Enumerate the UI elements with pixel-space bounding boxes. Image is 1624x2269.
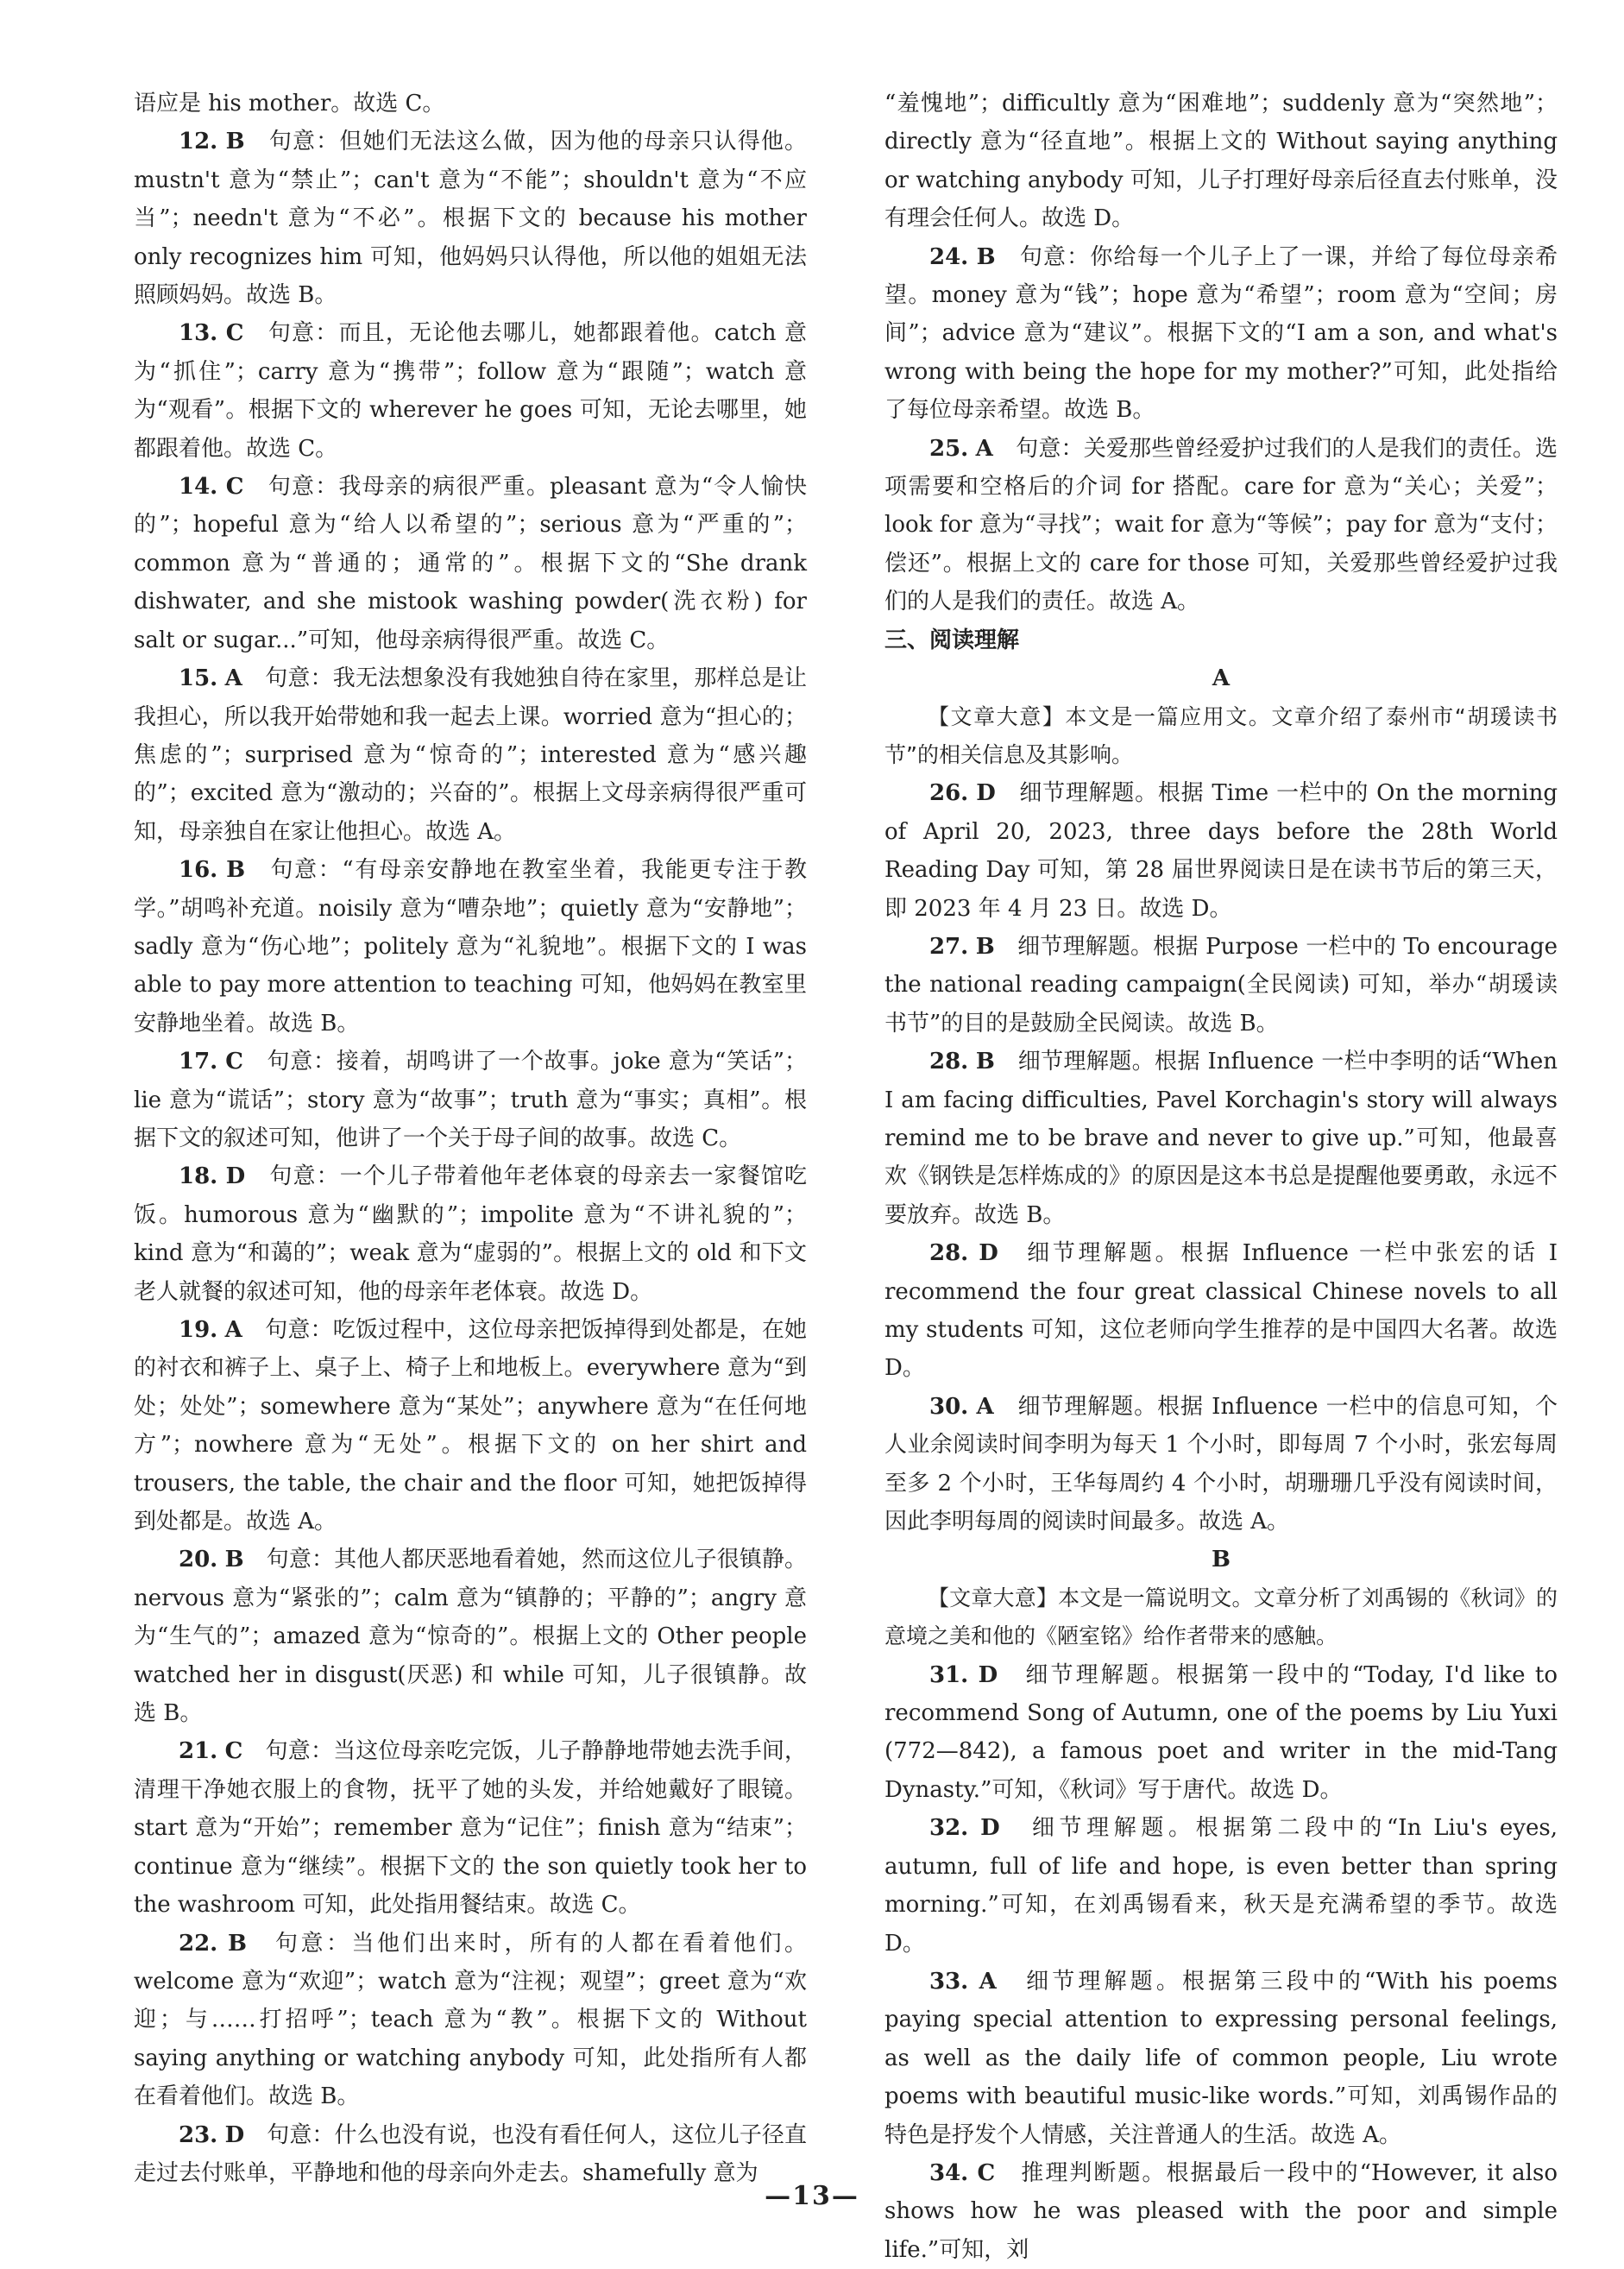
answer-22: 22. B 句意：当他们出来时，所有的人都在看着他们。welcome 意为“欢迎”；watch 意为“注视；观望”；greet 意为“欢迎；与……打招呼”；teach 意为“教”。根据下文的 Without saying anything or watching anybody 可知，此处指所有人都在看着他们。故选 B。 — [134, 1930, 807, 2110]
answer-23: 23. D 句意：什么也没有说，也没有看任何人，这位儿子径直走过去付账单，平静地和他的母亲向外走去。shamefully 意为 — [134, 2121, 807, 2186]
answer-14: 14. C 句意：我母亲的病很严重。pleasant 意为“令人愉快的”；hopeful 意为“给人以希望的”；serious 意为“严重的”；common 意为“普通的；通常的”。根据下文的“She drank dishwater, and she mistook washing powder(洗衣粉) for salt or sugar...”可知，他母亲病得很严重。故选 C。 — [134, 474, 807, 653]
passage-a-heading: A — [1212, 665, 1231, 692]
answer-12: 12. B 句意：但她们无法这么做，因为他的母亲只认得他。mustn't 意为“禁止”；can't 意为“不能”；shouldn't 意为“不应当”；needn't 意为“不必”。根据下文的 because his mother only recognizes him 可知，他妈妈只认得他，所以他的姐姐无法照顾妈妈。故选 B。 — [134, 129, 807, 309]
answer-25: 25. A 句意：关爱那些曾经爱护过我们的人是我们的责任。选项需要和空格后的介词 for 搭配。care for 意为“关心；关爱”；look for 意为“寻找”；wait for 意为“等候”；pay for 意为“支付；偿还”。根据上文的 care for those 可知，关爱那些曾经爱护过我们的人是我们的责任。故选 A。 — [884, 435, 1558, 615]
answer-15: 15. A 句意：我无法想象没有我她独自待在家里，那样总是让我担心，所以我开始带她和我一起去上课。worried 意为“担心的；焦虑的”；surprised 意为“惊奇的”；interested 意为“感兴趣的”；excited 意为“激动的；兴奋的”。根据上文母亲病得很严重可知，母亲独自在家让他担心。故选 A。 — [134, 665, 807, 845]
answer-27: 27. B 细节理解题。根据 Purpose 一栏中的 To encourage the national reading campaign(全民阅读) 可知，举办“胡瑗读书节”的目的是鼓励全民阅读。故选 B。 — [884, 933, 1558, 1037]
answer-32: 32. D 细节理解题。根据第二段中的“In Liu's eyes, autumn, full of life and hope, is even better than spring morning.”可知，在刘禹锡看来，秋天是充满希望的季节。故选 D。 — [884, 1815, 1558, 1957]
answer-20: 20. B 句意：其他人都厌恶地看着她，然而这位儿子很镇静。nervous 意为“紧张的”；calm 意为“镇静的；平静的”；angry 意为“生气的”；amazed 意为“惊奇的”。根据上文的 Other people watched her in disgust(厌恶) 和 while 可知，儿子很镇静。故选 B。 — [134, 1547, 807, 1727]
answer-24: 24. B 句意：你给每一个儿子上了一课，并给了每位母亲希望。money 意为“钱”；hope 意为“希望”；room 意为“空间；房间”；advice 意为“建议”。根据下文的“I am a son, and what's wrong with being the hope for my mother?”可知，此处指给了每位母亲希望。故选 B。 — [884, 243, 1558, 424]
answer-16: 16. B 句意：“有母亲安静地在教室坐着，我能更专注于教学。”胡鸣补充道。noisily 意为“嘈杂地”；quietly 意为“安静地”；sadly 意为“伤心地”；politely 意为“礼貌地”。根据下文的 I was able to pay more attention to teaching 可知，他妈妈在教室里安静地坐着。故选 B。 — [134, 857, 807, 1037]
answer-21: 21. C 句意：当这位母亲吃完饭，儿子静静地带她去洗手间，清理干净她衣服上的食物，抚平了她的头发，并给她戴好了眼镜。start 意为“开始”；remember 意为“记住”；finish 意为“结束”；continue 意为“继续”。根据下文的 the son quietly took her to the washroom 可知，此处指用餐结束。故选 C。 — [134, 1738, 807, 1919]
answer-31: 31. D 细节理解题。根据第一段中的“Today, I'd like to recommend Song of Autumn, one of the poems by Liu Yuxi (772—842), a famous poet and writer in the mid-Tang Dynasty.”可知，《秋词》写于唐代。故选 D。 — [884, 1661, 1558, 1803]
answer-13: 13. C 句意：而且，无论他去哪儿，她都跟着他。catch 意为“抓住”；carry 意为“携带”；follow 意为“跟随”；watch 意为“观看”。根据下文的 wherever he goes 可知，无论去哪里，她都跟着他。故选 C。 — [134, 320, 807, 462]
page-number: —13— — [765, 2181, 859, 2211]
section-title: 三、阅读理解 — [884, 627, 1020, 653]
right-column — [884, 85, 1558, 2269]
passage-b-summary: 【文章大意】本文是一篇说明文。文章分析了刘禹锡的《秋词》的意境之美和他的《陋室铭》给作者带来的感触。 — [884, 1585, 1558, 1649]
answer-18: 18. D 句意：一个儿子带着他年老体衰的母亲去一家餐馆吃饭。humorous 意为“幽默的”；impolite 意为“不讲礼貌的”；kind 意为“和蔼的”；weak 意为“虚弱的”。根据上文的 old 和下文老人就餐的叙述可知，他的母亲年老体衰。故选 D。 — [134, 1163, 807, 1305]
answer-17: 17. C 句意：接着，胡鸣讲了一个故事。joke 意为“笑话”；lie 意为“谎话”；story 意为“故事”；truth 意为“事实；真相”。根据下文的叙述可知，他讲了一个关于母子间的故事。故选 C。 — [134, 1049, 807, 1151]
answer-19: 19. A 句意：吃饭过程中，这位母亲把饭掉得到处都是，在她的衬衣和裤子上、桌子上、椅子上和地板上。everywhere 意为“到处；处处”；somewhere 意为“某处”；anywhere 意为“在任何地方”；nowhere 意为“无处”。根据下文的 on her shirt and trousers, the table, the chair and the floor 可知，她把饭掉得到处都是。故选 A。 — [134, 1317, 807, 1535]
answer-paragraph: 语应是 his mother。故选 C。 — [134, 91, 445, 117]
answer-26: 26. D 细节理解题。根据 Time 一栏中的 On the morning of April 20, 2023, three days before the 28th World Reading Day 可知，第 28 届世界阅读日是在读书节后的第三天，即 2023 年 4 月 23 日。故选 D。 — [884, 780, 1558, 922]
answer-29: 28. D 细节理解题。根据 Influence 一栏中张宏的话 I recommend the four great classical Chinese novels to all my students 可知，这位老师向学生推荐的是中国四大名著。故选 D。 — [884, 1240, 1558, 1382]
passage-a-summary: 【文章大意】本文是一篇应用文。文章介绍了泰州市“胡瑗读书节”的相关信息及其影响。 — [884, 703, 1558, 767]
answer-30: 30. A 细节理解题。根据 Influence 一栏中的信息可知，个人业余阅读时间李明为每天 1 个小时，即每周 7 个小时，张宏每周至多 2 个小时，王华每周约 4 个小时，胡珊珊几乎没有阅读时间，因此李明每周的阅读时间最多。故选 A。 — [884, 1393, 1558, 1535]
passage-b-heading: B — [1212, 1547, 1231, 1573]
answer-33: 33. A 细节理解题。根据第三段中的“With his poems paying special attention to expressing personal feelings, as well as the daily life of common people, Liu wrote poems with beautiful music-like words.”可知，刘禹锡作品的特色是抒发个人情感，关注普通人的生活。故选 A。 — [884, 1968, 1558, 2148]
answer-28: 28. B 细节理解题。根据 Influence 一栏中李明的话“When I am facing difficulties, Pavel Korchagin's story will always remind me to be brave and never to give up.”可知，他最喜欢《钢铁是怎样炼成的》的原因是这本书总是提醒他要勇敢，永远不要放弃。故选 B。 — [884, 1049, 1558, 1228]
answer-34: 34. C 推理判断题。根据最后一段中的“However, it also shows how he was pleased with the poor and simple life.”可知，刘 — [884, 2159, 1558, 2263]
left-column — [134, 85, 807, 2192]
answer-23-continued: “羞愧地”；difficultly 意为“困难地”；suddenly 意为“突然地”；directly 意为“径直地”。根据上文的 Without saying anything or watching anybody 可知，儿子打理好母亲后径直去付账单，没有理会任何人。故选 D。 — [884, 91, 1558, 232]
